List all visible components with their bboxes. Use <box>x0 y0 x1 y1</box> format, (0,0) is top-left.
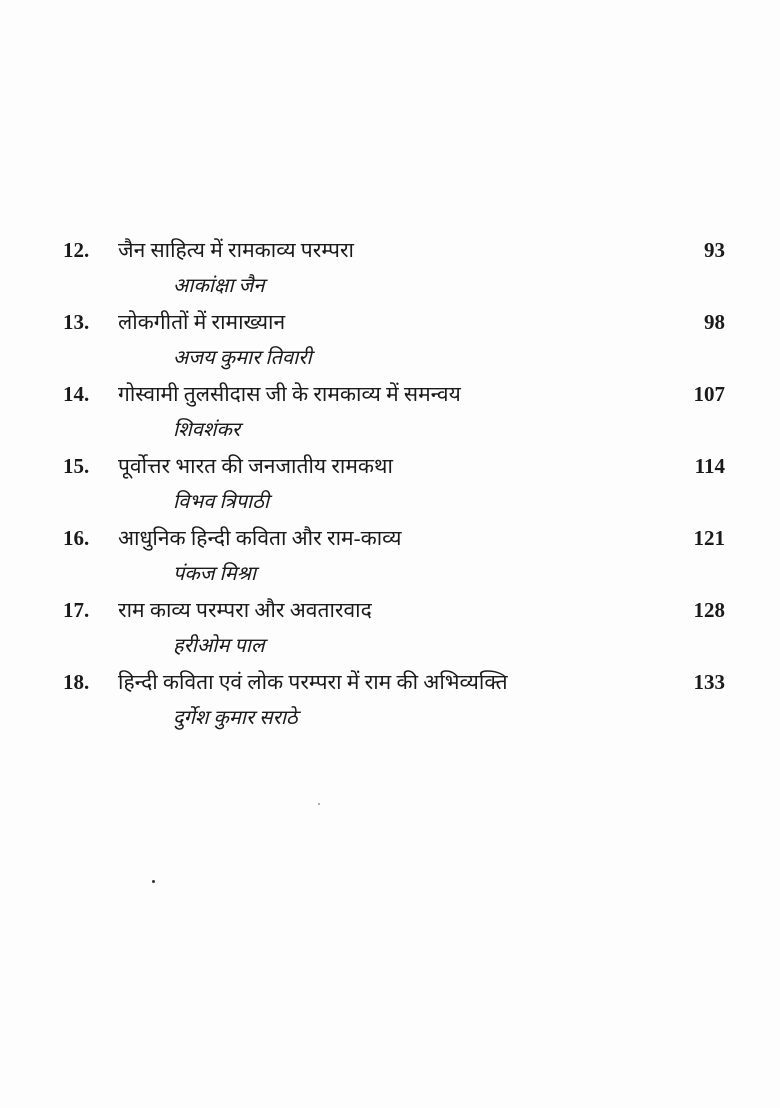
toc-entry <box>63 664 725 736</box>
entry-title: गोस्वामी तुलसीदास जी के रामकाव्य में समन्वय <box>118 382 461 406</box>
entry-number: 18. <box>63 670 90 694</box>
entry-page: 93 <box>704 238 725 262</box>
entry-page: 121 <box>693 526 725 550</box>
entry-number: 16. <box>63 526 90 550</box>
table-of-contents <box>63 232 725 736</box>
toc-entry <box>63 592 725 664</box>
entry-page: 128 <box>693 598 725 622</box>
entry-page: 98 <box>704 310 725 334</box>
entry-author: पंकज मिश्रा <box>173 563 257 585</box>
entry-author: हरीओम पाल <box>173 635 265 657</box>
entry-number: 13. <box>63 310 90 334</box>
entry-author: अजय कुमार तिवारी <box>173 347 312 369</box>
entry-author: विभव त्रिपाठी <box>173 491 270 513</box>
entry-number: 14. <box>63 382 90 406</box>
entry-title: हिन्दी कविता एवं लोक परम्परा में राम की अभिव्यक्ति <box>118 670 508 694</box>
scan-speck <box>152 880 155 883</box>
entry-title: लोकगीतों में रामाख्यान <box>118 310 286 334</box>
toc-entry <box>63 304 725 376</box>
toc-entry <box>63 448 725 520</box>
entry-author: दुर्गेश कुमार सराठे <box>173 707 298 729</box>
scan-speck <box>318 803 320 805</box>
toc-entry <box>63 376 725 448</box>
entry-author: शिवशंकर <box>173 419 241 441</box>
entry-title: राम काव्य परम्परा और अवतारवाद <box>118 598 372 622</box>
entry-page: 133 <box>693 670 725 694</box>
entry-page: 114 <box>694 454 725 478</box>
entry-page: 107 <box>693 382 725 406</box>
entry-number: 15. <box>63 454 90 478</box>
entry-number: 12. <box>63 238 90 262</box>
toc-entry <box>63 520 725 592</box>
entry-title: जैन साहित्य में रामकाव्य परम्परा <box>118 238 354 262</box>
entry-title: आधुनिक हिन्दी कविता और राम-काव्य <box>118 526 402 550</box>
entry-number: 17. <box>63 598 90 622</box>
toc-entry <box>63 232 725 304</box>
entry-title: पूर्वोत्तर भारत की जनजातीय रामकथा <box>118 454 393 478</box>
entry-author: आकांक्षा जैन <box>173 275 265 297</box>
